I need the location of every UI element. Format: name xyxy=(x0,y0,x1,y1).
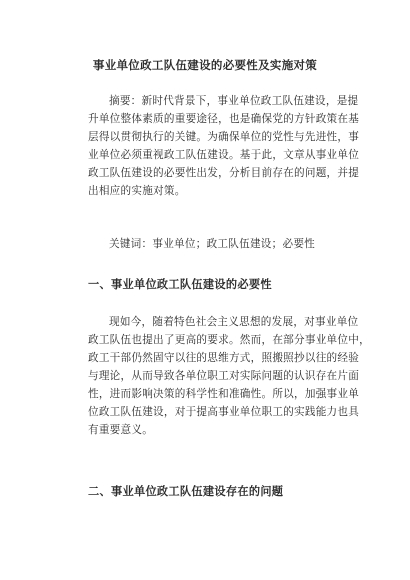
abstract-line: 出相应的实施对策。 xyxy=(88,185,186,197)
abstract-line: 业单位必须重视政工队伍建设。基于此，文章从事业单位 xyxy=(88,149,360,161)
abstract-line: 升单位整体素质的重要途径，也是确保党的方针政策在基 xyxy=(88,113,360,125)
body-line: 性，进而影响决策的科学性和准确性。所以，加强事业单 xyxy=(88,388,360,400)
abstract-line: 摘要：新时代背景下，事业单位政工队伍建设，是提 xyxy=(109,95,359,107)
abstract-paragraph xyxy=(88,92,360,200)
abstract-line: 层得以贯彻执行的关键。为确保单位的党性与先进性，事 xyxy=(88,131,360,143)
section1-paragraph xyxy=(88,313,370,439)
section-heading: 二、事业单位政工队伍建设存在的问题 xyxy=(88,484,284,498)
body-line: 现如今，随着特色社会主义思想的发展，对事业单位 xyxy=(109,316,359,328)
keywords-line: 关键词：事业单位；政工队伍建设；必要性 xyxy=(109,238,316,250)
document-title: 事业单位政工队伍建设的必要性及实施对策 xyxy=(92,58,318,72)
body-line: 有重要意义。 xyxy=(88,424,154,436)
body-line: 位政工队伍建设，对于提高事业单位职工的实践能力也具 xyxy=(88,406,360,418)
abstract-line: 政工队伍建设的必要性出发，分析目前存在的问题，并提 xyxy=(88,167,360,179)
section-heading: 一、事业单位政工队伍建设的必要性 xyxy=(88,277,272,291)
body-line: 与理论，从而导致各单位职工对实际问题的认识存在片面 xyxy=(88,370,360,382)
body-line: 政工干部仍然固守以往的思维方式，照搬照抄以往的经验 xyxy=(88,352,360,364)
body-line: 政工队伍也提出了更高的要求。然而，在部分事业单位中， xyxy=(88,334,370,346)
keywords-paragraph xyxy=(88,235,338,253)
